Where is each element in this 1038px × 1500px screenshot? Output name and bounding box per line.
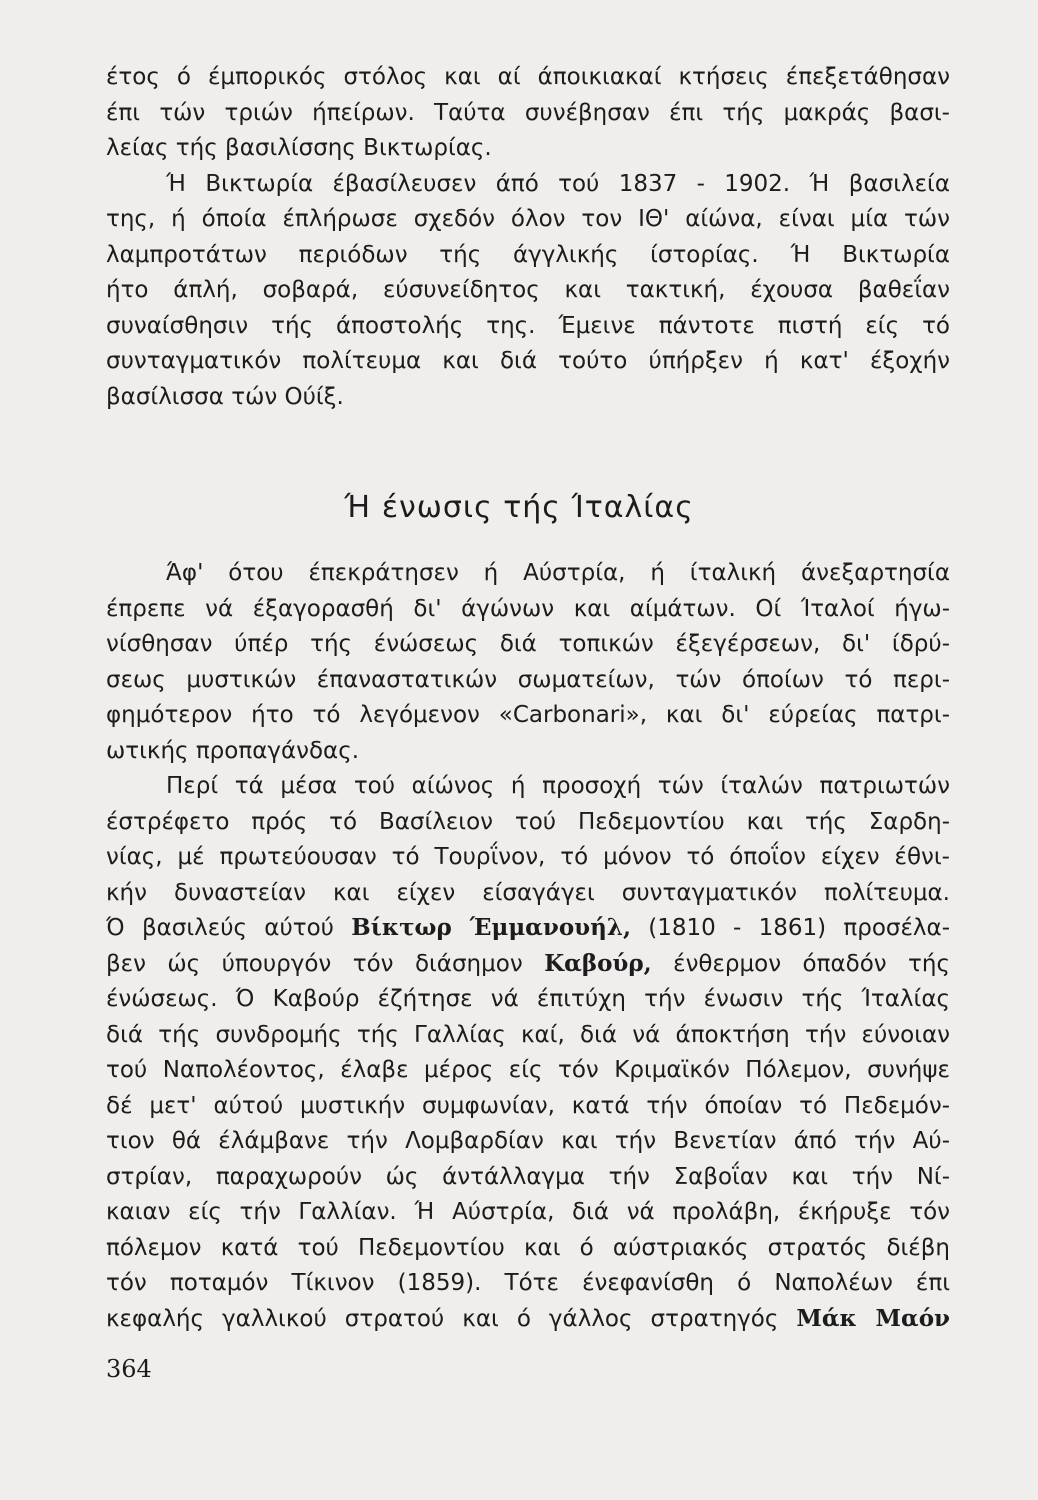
section-heading: Ή ένωσις τής Ίταλίας xyxy=(344,490,694,525)
text-line: δέ μετ' αύτού μυστικήν συμφωνίαν, κατά τήν όποίαν τό Πεδεμόν- xyxy=(106,1093,950,1119)
text-line: νίας, μέ πρωτεύουσαν τό Τουρΐνον, τό μόνον τό όποΐον είχεν έθνι- xyxy=(106,844,950,870)
text-line: φημότερον ήτο τό λεγόμενον «Carbonari», και δι' εύρείας πατρι- xyxy=(106,702,950,728)
text-line: βασίλισσα τών Ούίξ. xyxy=(106,384,344,410)
bold-name: Καβούρ, xyxy=(544,950,652,977)
text-line: Άφ' ότου έπεκράτησεν ή Αύστρία, ή ίταλική άνεξαρτησία xyxy=(166,560,950,586)
text-span: ένθερμον όπαδόν τής xyxy=(651,951,950,977)
text-line: στρίαν, παραχωρούν ώς άντάλλαγμα τήν Σαβοΐαν και τήν Νί- xyxy=(106,1164,950,1190)
text-line: συνταγματικόν πολίτευμα και διά τούτο ύπήρξεν ή κατ' έξοχήν xyxy=(106,348,950,374)
page-number: 364 xyxy=(106,1355,152,1383)
text-line: πόλεμον κατά τού Πεδεμοντίου και ό αύστριακός στρατός διέβη xyxy=(106,1235,950,1261)
text-line: διά τής συνδρομής τής Γαλλίας καί, διά νά άποκτήση τήν εύνοιαν xyxy=(106,1022,950,1048)
text-line: ωτικής προπαγάνδας. xyxy=(106,738,360,764)
text-line: έτος ό έμπορικός στόλος και αί άποικιακαί κτήσεις έπεξετάθησαν xyxy=(106,64,950,90)
text-line: τού Ναπολέοντος, έλαβε μέρος είς τόν Κριμαϊκόν Πόλεμον, συνήψε xyxy=(106,1057,950,1083)
text-line: νίσθησαν ύπέρ τής ένώσεως διά τοπικών έξεγέρσεων, δι' ίδρύ- xyxy=(106,631,950,657)
text-line: έστρέφετο πρός τό Βασίλειον τού Πεδεμοντίου και τής Σαρδη- xyxy=(106,809,950,835)
text-span: κεφαλής γαλλικού στρατού και ό γάλλος στρατηγός xyxy=(106,1306,797,1332)
text-line: της, ή όποία έπλήρωσε σχεδόν όλον τον ΙΘ' αίώνα, είναι μία τών xyxy=(106,206,950,232)
text-line xyxy=(106,911,950,945)
text-line: λαμπροτάτων περιόδων τής άγγλικής ίστορίας. Ή Βικτωρία xyxy=(106,242,950,268)
text-line: συναίσθησιν τής άποστολής της. Έμεινε πάντοτε πιστή είς τό xyxy=(106,313,950,339)
text-span: (1810 - 1861) προσέλα- xyxy=(630,915,950,941)
text-line: Ή Βικτωρία έβασίλευσεν άπό τού 1837 - 1902. Ή βασιλεία xyxy=(166,171,950,197)
text-line: σεως μυστικών έπαναστατικών σωματείων, τών όποίων τό περι- xyxy=(106,667,950,693)
text-line xyxy=(106,947,950,981)
text-line: καιαν είς τήν Γαλλίαν. Ή Αύστρία, διά νά προλάβη, έκήρυξε τόν xyxy=(106,1199,950,1225)
text-line: έπι τών τριών ήπείρων. Ταύτα συνέβησαν έπι τής μακράς βασι- xyxy=(106,100,950,126)
text-line: λείας τής βασιλίσσης Βικτωρίας. xyxy=(106,135,492,161)
bold-name: Βίκτωρ Έμμανουήλ, xyxy=(351,914,631,941)
text-line: κήν δυναστείαν και είχεν είσαγάγει συνταγματικόν πολίτευμα. xyxy=(106,880,950,906)
text-line: ένώσεως. Ό Καβούρ έζήτησε νά έπιτύχη τήν ένωσιν τής Ίταλίας xyxy=(106,986,950,1012)
text-line: ήτο άπλή, σοβαρά, εύσυνείδητος και τακτική, έχουσα βαθεΐαν xyxy=(106,277,950,303)
text-span: βεν ώς ύπουργόν τόν διάσημον xyxy=(106,951,545,977)
text-span: Ό βασιλεύς αύτού xyxy=(106,915,352,941)
text-line xyxy=(106,1302,950,1336)
text-line: Περί τά μέσα τού αίώνος ή προσοχή τών ίταλών πατριωτών xyxy=(166,773,950,799)
text-line: έπρεπε νά έξαγορασθή δι' άγώνων και αίμάτων. Οί Ίταλοί ήγω- xyxy=(106,596,950,622)
text-line: τόν ποταμόν Τίκινον (1859). Τότε ένεφανίσθη ό Ναπολέων έπι xyxy=(106,1270,950,1296)
text-line: τιον θά έλάμβανε τήν Λομβαρδίαν και τήν Βενετίαν άπό τήν Αύ- xyxy=(106,1128,950,1154)
bold-name: Μάκ Μαόν xyxy=(796,1305,950,1332)
